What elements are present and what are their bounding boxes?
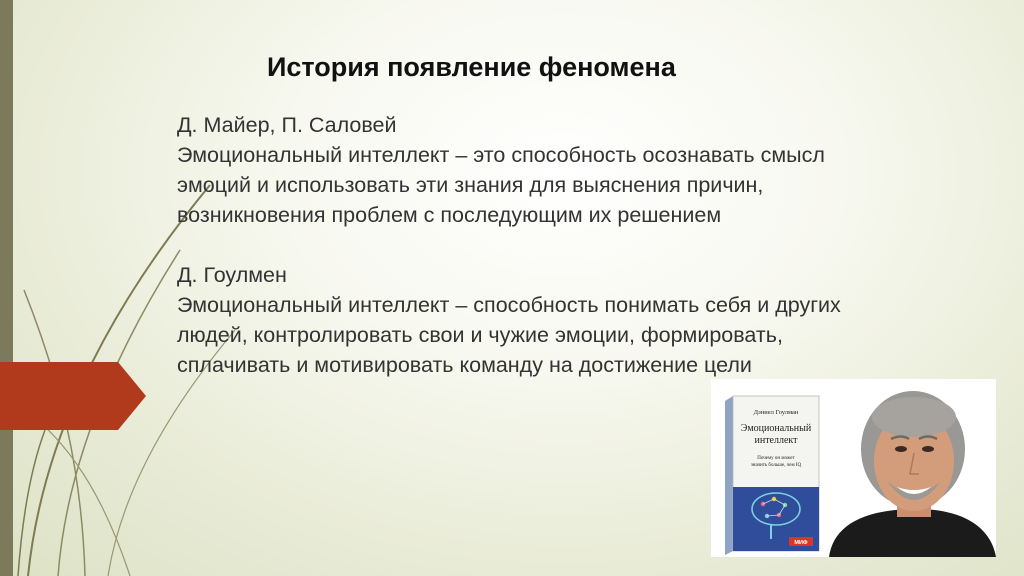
book-and-author-photo (711, 379, 996, 557)
book-author: Дэниел Гоулман (753, 409, 799, 416)
book-title-line-1: Эмоциональный (740, 423, 812, 434)
section2-line-3: сплачивать и мотивировать команду на достижение цели (177, 353, 752, 377)
slide-title: История появление феномена (267, 52, 676, 82)
section-gap (177, 230, 957, 260)
book-subtitle-line-2: значить больше, чем IQ (750, 463, 802, 468)
body-text (177, 110, 957, 380)
book-subtitle-line-1: Почему он может (757, 456, 795, 461)
section2-line-2: людей, контролировать свои и чужие эмоции, формировать, (177, 323, 783, 347)
book-title-line-2: интеллект (754, 435, 798, 446)
book-publisher: МИФ (794, 540, 808, 546)
section1-line-3: возникновения проблем с последующим их решением (177, 203, 722, 227)
author-portrait (829, 391, 996, 557)
section1-line-2: эмоций и использовать эти знания для выяснения причин, (177, 173, 764, 197)
section1-line-1: Эмоциональный интеллект – это способность осознавать смысл (177, 143, 825, 167)
section1-authors: Д. Майер, П. Саловей (177, 113, 397, 137)
section2-line-1: Эмоциональный интеллект – способность понимать себя и других (177, 293, 841, 317)
section2-authors: Д. Гоулмен (177, 263, 287, 287)
book-cover (725, 396, 819, 555)
red-arrow-shape (0, 362, 150, 430)
